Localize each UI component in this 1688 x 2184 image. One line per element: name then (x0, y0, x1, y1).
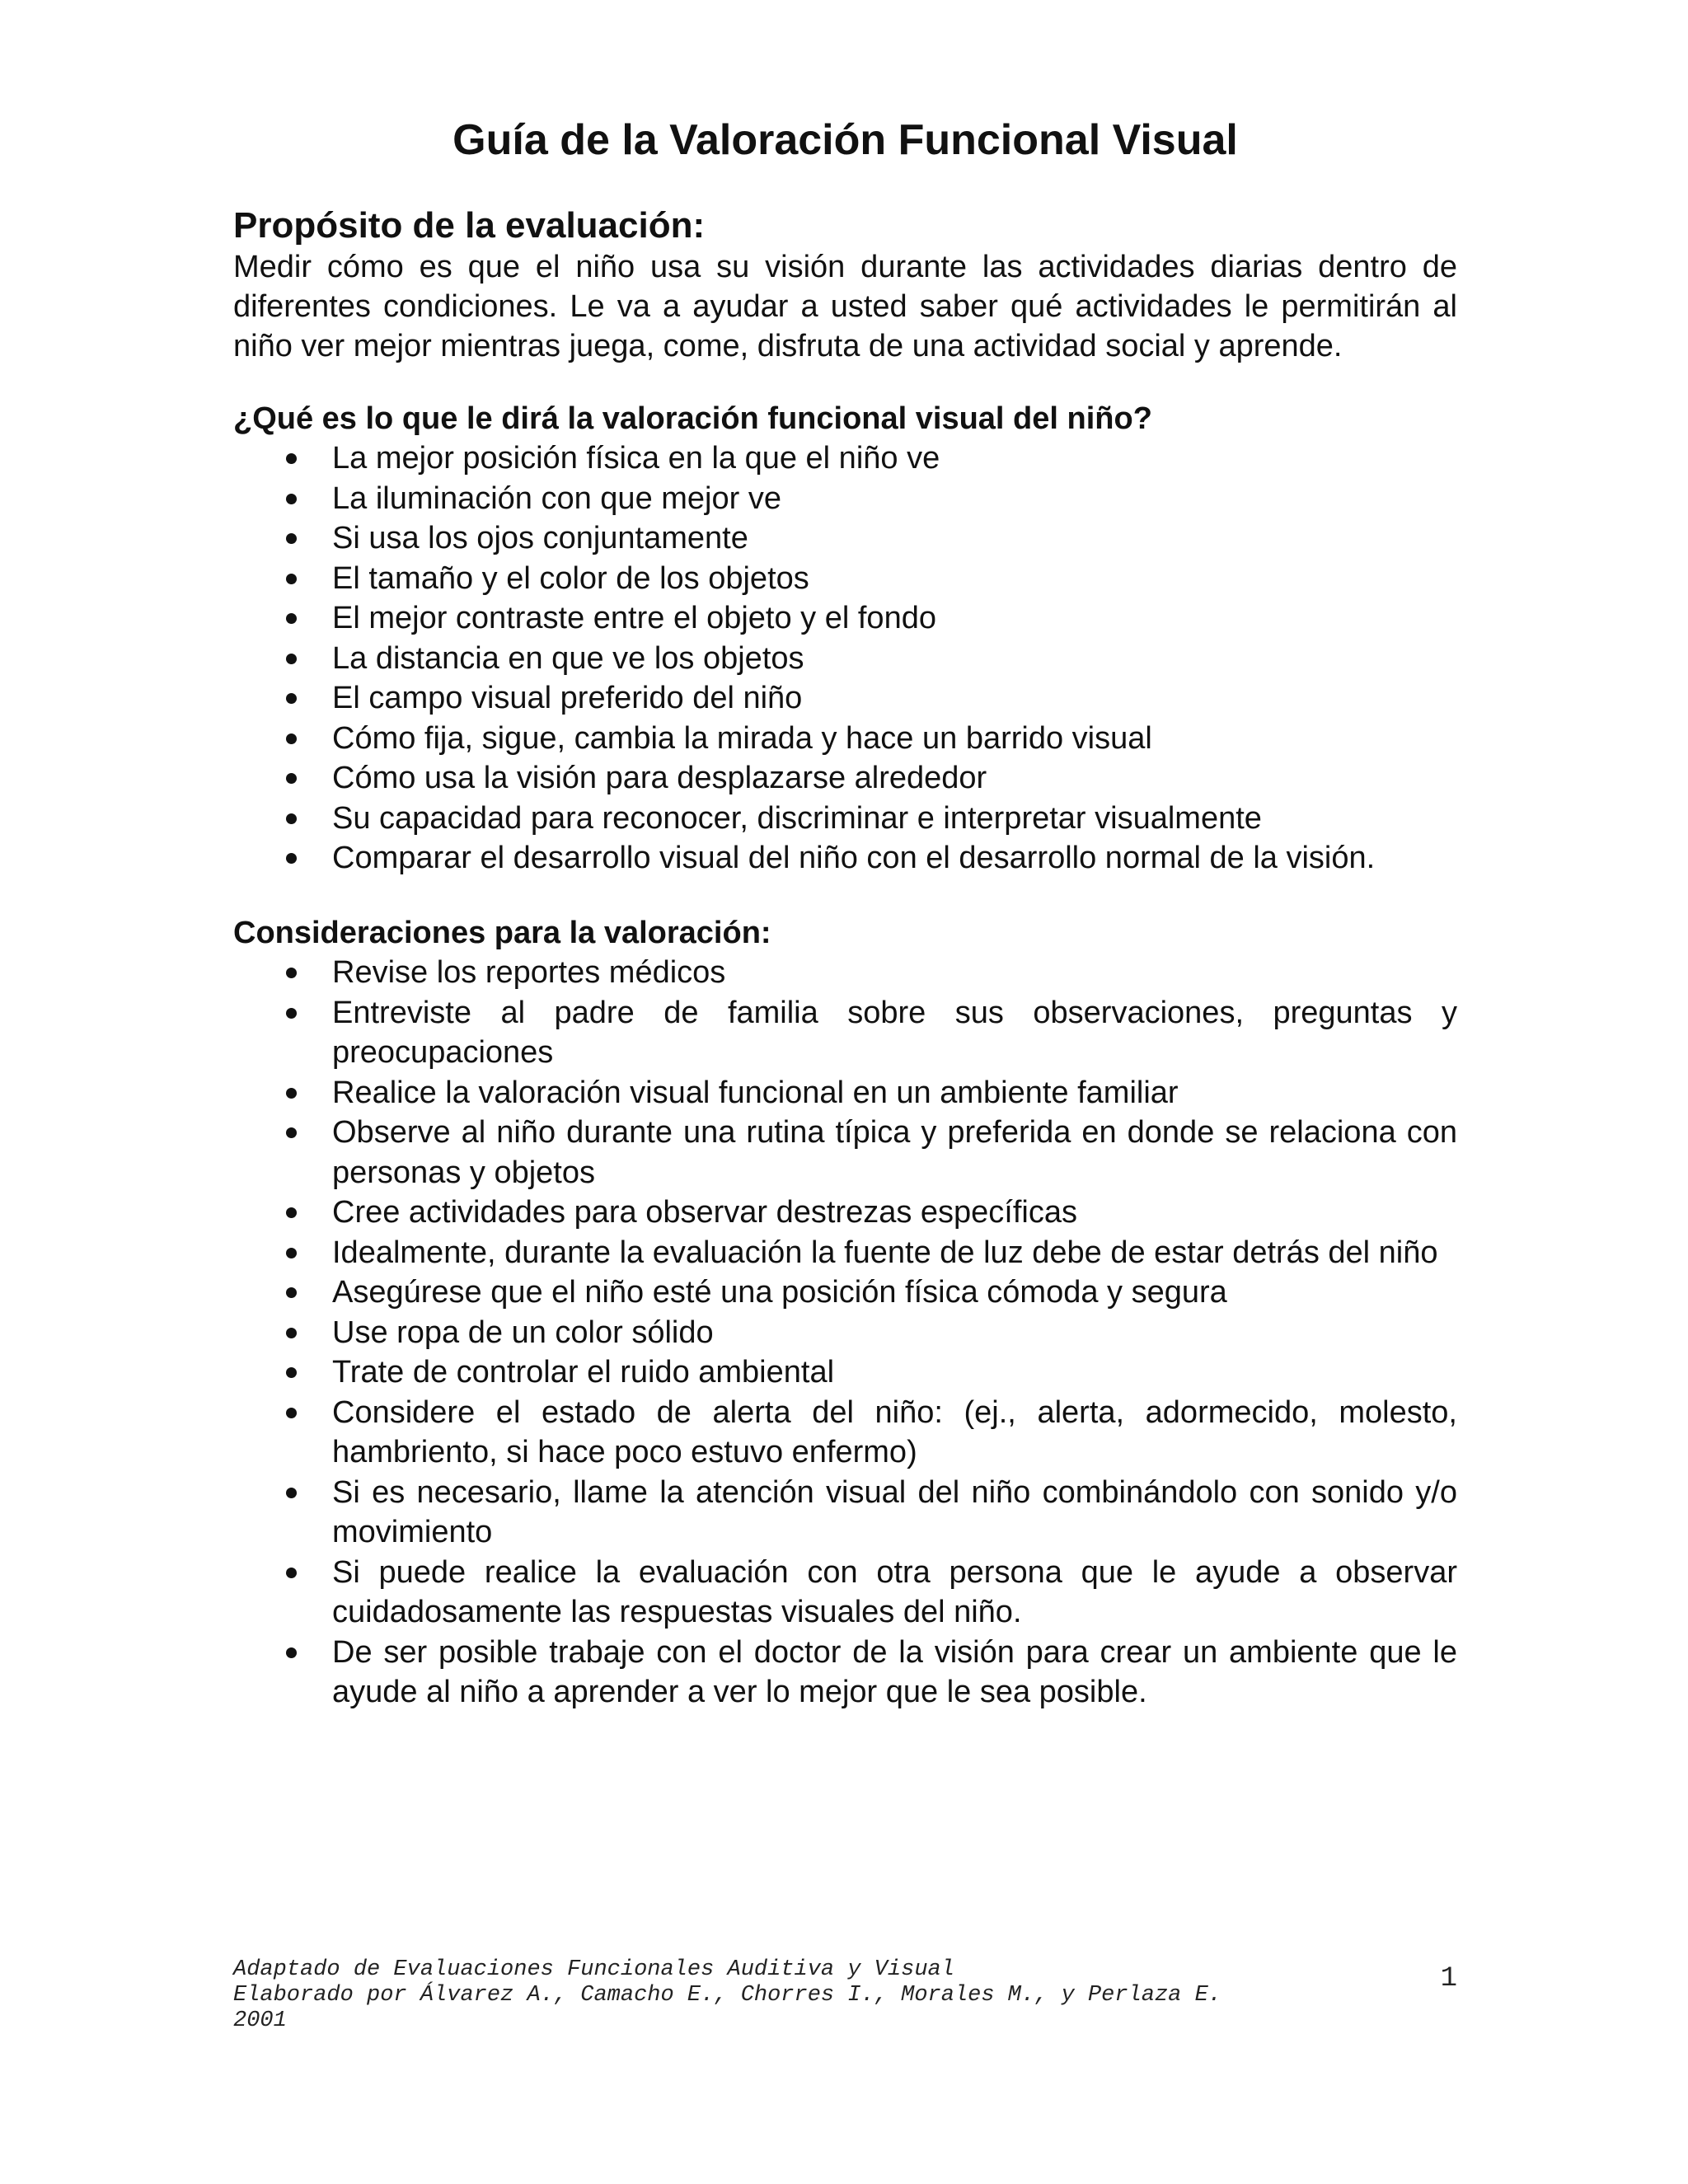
list-item-text: Su capacidad para reconocer, discriminar e interpretar visualmente (332, 800, 1262, 836)
considerations-heading: Consideraciones para la valoración: (233, 916, 771, 950)
bullet-icon (286, 494, 297, 504)
list-item-text: Use ropa de un color sólido (332, 1315, 714, 1350)
list-item (233, 1113, 1457, 1193)
list-item-text: Cómo usa la visión para desplazarse alrededor (332, 761, 987, 795)
list-item-text: Si usa los ojos conjuntamente (332, 521, 748, 555)
bullet-icon (286, 693, 297, 704)
page-number: 1 (1440, 1963, 1457, 1994)
list-item-text: Revise los reportes médicos (332, 955, 726, 990)
list-item-text: Trate de controlar el ruido ambiental (332, 1355, 835, 1390)
footer-line-source: Adaptado de Evaluaciones Funcionales Auditiva y Visual (233, 1957, 954, 1982)
list-item (233, 518, 1457, 559)
document-title: Guía de la Valoración Funcional Visual (452, 116, 1238, 164)
footer-line-year: 2001 (233, 2008, 287, 2033)
list-item-text: Si es necesario, llame la atención visual del niño combinándolo con sonido y/o movimiento (332, 1474, 1457, 1549)
bullet-icon (286, 654, 297, 664)
bullet-icon (286, 533, 297, 544)
bullet-icon (286, 1367, 297, 1378)
list-item (233, 1313, 1457, 1353)
bullet-icon (286, 813, 297, 824)
list-item-text: El campo visual preferido del niño (332, 681, 803, 715)
list-item (233, 1073, 1457, 1113)
list-item-text: La mejor posición física en la que el niño ve (332, 441, 940, 476)
bullet-icon (286, 773, 297, 784)
list-item-text: La distancia en que ve los objetos (332, 640, 804, 676)
list-item (233, 479, 1457, 519)
list-item (233, 838, 1457, 879)
footer-citation (233, 1957, 1305, 2034)
bullet-icon (286, 1328, 297, 1338)
bullet-icon (286, 1248, 297, 1258)
bullet-icon (286, 1287, 297, 1298)
bullet-icon (286, 1207, 297, 1218)
bullet-icon (286, 1488, 297, 1498)
list-item-text: Considere el estado de alerta del niño: (ej., alerta, adormecido, molesto, hambriento, si hace poco estuvo enfermo) (332, 1394, 1457, 1469)
bullet-icon (286, 453, 297, 464)
considerations-list (233, 953, 1457, 1713)
bullet-icon (286, 853, 297, 864)
bullet-icon (286, 733, 297, 744)
list-item (233, 1553, 1457, 1633)
list-item-text: Comparar el desarrollo visual del niño con el desarrollo normal de la visión. (332, 841, 1376, 875)
list-item (233, 1233, 1457, 1273)
list-item-text: De ser posible trabaje con el doctor de la visión para crear un ambiente que le ayude al niño a aprender a ver lo mejor que le sea posible. (332, 1634, 1457, 1709)
list-item (233, 758, 1457, 799)
list-item-text: El tamaño y el color de los objetos (332, 560, 809, 596)
list-item (233, 1352, 1457, 1393)
list-item-text: Cómo fija, sigue, cambia la mirada y hace un barrido visual (332, 720, 1152, 756)
purpose-paragraph: Medir cómo es que el niño usa su visión durante las actividades diarias dentro de diferentes condiciones. Le va a ayudar a usted saber qué actividades le permitirán al niño ver mejor mientras juega, come, disfruta de una actividad social y aprende. (233, 250, 1457, 363)
list-item-text: Entreviste al padre de familia sobre sus observaciones, preguntas y preocupaciones (332, 995, 1457, 1070)
list-item-text: Cree actividades para observar destrezas específicas (332, 1195, 1078, 1230)
bullet-icon (286, 1088, 297, 1099)
list-item (233, 1393, 1457, 1473)
bullet-icon (286, 1568, 297, 1578)
list-item-text: La iluminación con que mejor ve (332, 480, 781, 516)
list-item (233, 598, 1457, 639)
questions-heading: ¿Qué es lo que le dirá la valoración funcional visual del niño? (233, 401, 1152, 436)
bullet-icon (286, 1127, 297, 1138)
list-item (233, 1473, 1457, 1553)
list-item-text: El mejor contraste entre el objeto y el fondo (332, 601, 936, 635)
list-item (233, 953, 1457, 993)
list-item (233, 719, 1457, 759)
list-item (233, 799, 1457, 839)
bullet-icon (286, 1647, 297, 1658)
list-item (233, 993, 1457, 1073)
bullet-icon (286, 968, 297, 978)
list-item-text: Si puede realice la evaluación con otra persona que le ayude a observar cuidadosamente las respuestas visuales del niño. (332, 1554, 1457, 1629)
list-item-text: Observe al niño durante una rutina típica y preferida en donde se relaciona con personas y objetos (332, 1115, 1457, 1190)
footer-line-authors: Elaborado por Álvarez A., Camacho E., Chorres I., Morales M., y Perlaza E. (233, 1983, 1221, 2008)
list-item (233, 559, 1457, 599)
list-item (233, 438, 1457, 479)
purpose-heading: Propósito de la evaluación: (233, 205, 706, 246)
bullet-icon (286, 1008, 297, 1019)
bullet-icon (286, 574, 297, 584)
list-item (233, 1193, 1457, 1233)
list-item-text: Realice la valoración visual funcional en un ambiente familiar (332, 1075, 1179, 1110)
questions-list (233, 438, 1457, 879)
list-item (233, 1272, 1457, 1313)
document-page (233, 0, 1457, 2184)
bullet-icon (286, 1408, 297, 1418)
list-item (233, 639, 1457, 679)
list-item-text: Asegúrese que el niño esté una posición física cómoda y segura (332, 1275, 1227, 1310)
list-item (233, 678, 1457, 719)
list-item (233, 1633, 1457, 1713)
bullet-icon (286, 613, 297, 624)
list-item-text: Idealmente, durante la evaluación la fuente de luz debe de estar detrás del niño (332, 1235, 1438, 1270)
